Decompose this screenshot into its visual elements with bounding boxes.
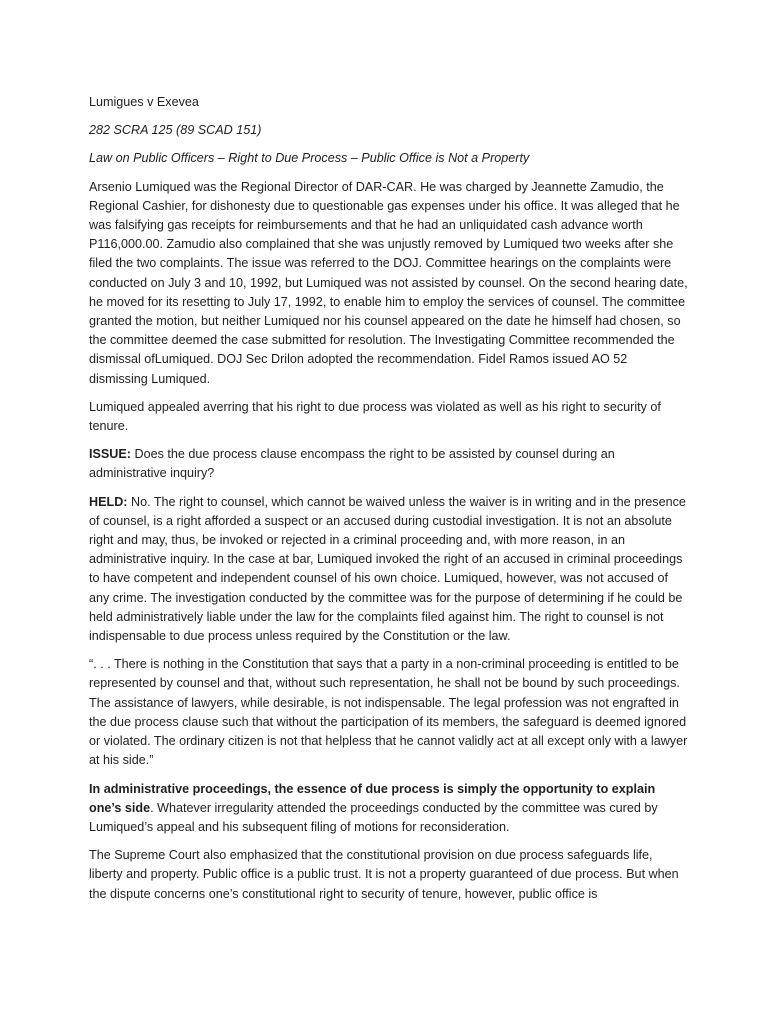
admin-bold-text: In administrative proceedings, the essence of due process is simply the opportunity to explain one’s side [89,781,656,815]
facts-paragraph: Arsenio Lumiqued was the Regional Director of DAR-CAR. He was charged by Jeannette Zamudio, the Regional Cashier, for dishonesty due to questionable gas expenses under his office. It was alleged that he was falsifying gas receipts for reimbursements and that he had an unliquidated cash advance worth P116,000.00. Zamudio also complained that she was unjustly removed by Lumiqued two weeks after she filed the two complaints. The issue was referred to the DOJ. Committee hearings on the complaints were conducted on July 3 and 10, 1992, but Lumiqued was not assisted by counsel. On the second hearing date, he moved for its resetting to July 17, 1992, to enable him to employ the services of counsel. The committee granted the motion, but neither Lumiqued nor his counsel appeared on the date he himself had chosen, so the committee deemed the case submitted for resolution. The Investigating Committee recommended the dismissal ofLumiqued. DOJ Sec Drilon adopted the recommendation. Fidel Ramos issued AO 52 dismissing Lumiqued. [89,179,688,386]
admin-paragraph [89,780,689,838]
held-text: No. The right to counsel, which cannot be waived unless the waiver is in writing and in the presence of counsel, is a right afforded a suspect or an accused during custodial investigation. It is not an absolute right and may, thus, be invoked or rejected in a criminal proceeding and, with more reason, in an administrative inquiry. In the case at bar, Lumiqued invoked the right of an accused in criminal proceedings to have competent and independent counsel of his own choice. Lumiqued, however, was not accused of any crime. The investigation conducted by the committee was for the purpose of determining if he could be held administratively liable under the law for the complaints filed against him. The right to counsel is not indispensable to due process unless required by the Constitution or the law. [89,494,686,644]
final-paragraph: The Supreme Court also emphasized that the constitutional provision on due process safeguards life, liberty and property. Public office is a public trust. It is not a property guaranteed of due process. But when the dispute concerns one’s constitutional right to security of tenure, however, public office is [89,848,679,901]
issue-text: Does the due process clause encompass the right to be assisted by counsel during an administrative inquiry? [89,447,615,481]
issue-label: ISSUE: [89,447,131,462]
document-page [89,93,689,913]
case-topic: Law on Public Officers – Right to Due Process – Public Office is Not a Property [89,151,530,166]
quote-paragraph: “. . . There is nothing in the Constitution that says that a party in a non-criminal proceeding is entitled to be represented by counsel and that, without such representation, he shall not be bound by such proceedings. The assistance of lawyers, while desirable, is not indispensable. The legal profession was not engrafted in the due process clause such that without the participation of its members, the safeguard is deemed ignored or violated. The ordinary citizen is not that helpless that he cannot validly act at all except only with a lawyer at his side.” [89,657,688,768]
case-citation: 282 SCRA 125 (89 SCAD 151) [89,123,262,138]
held-paragraph [89,493,689,647]
admin-text: . Whatever irregularity attended the proceedings conducted by the committee was cured by Lumiqued’s appeal and his subsequent filing of motions for reconsideration. [89,800,658,834]
appeal-paragraph: Lumiqued appealed averring that his right to due process was violated as well as his right to security of tenure. [89,399,661,434]
issue-paragraph [89,445,689,483]
held-label: HELD: [89,494,128,509]
case-title: Lumigues v Exevea [89,95,199,109]
